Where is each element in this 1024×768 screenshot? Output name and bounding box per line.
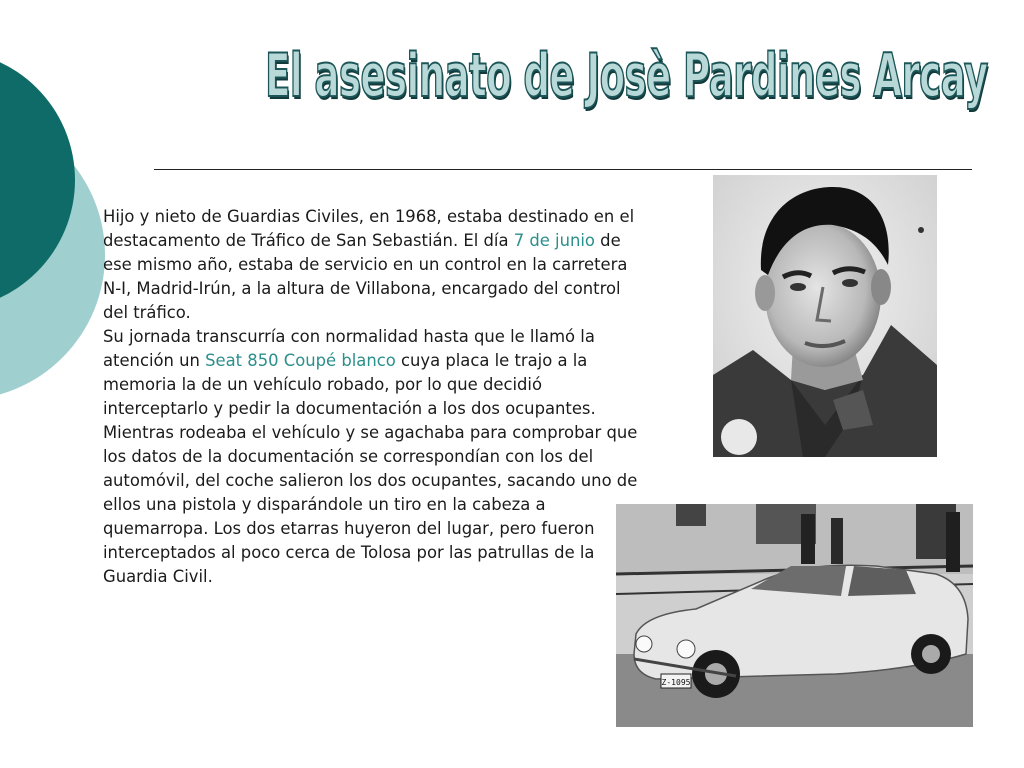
- car-plate: Z-1095: [661, 678, 691, 687]
- paragraph-1-text-a: Hijo y nieto de Guardias Civiles, en 1968, estaba destinado en el destacamento de Tráfico de San Sebastián. El día: [103, 207, 635, 250]
- paragraph-1: [103, 205, 643, 325]
- link-seat-850[interactable]: Seat 850 Coupé blanco: [205, 351, 396, 370]
- portrait-photo: [713, 175, 937, 457]
- decorative-circles: [0, 0, 120, 420]
- paragraph-1-text-b: de ese mismo año, estaba de servicio en un control en la carretera N-I, Madrid-Irún, a la altura de Villabona, encargado del control del tráfico.: [103, 231, 628, 322]
- link-7-de-junio[interactable]: 7 de junio: [513, 231, 595, 250]
- paragraph-3: Mientras rodeaba el vehículo y se agachaba para comprobar que los datos de la documentación se correspondían con los del automóvil, del coche salieron los dos ocupantes, sacando uno de ellos una pistola y disparándole un tiro en la cabeza a quemarropa. Los dos etarras huyeron del lugar, pero fueron interceptados al poco cerca de Tolosa por las patrullas de la Guardia Civil.: [103, 423, 638, 586]
- title-divider: [154, 169, 972, 170]
- body-text: [103, 205, 643, 589]
- car-photo: [616, 504, 973, 727]
- paragraph-2-text-a: Su jornada transcurría con normalidad hasta que le llamó la atención un: [103, 327, 595, 370]
- slide-title: El asesinato de Josè Pardines Arcay: [265, 41, 988, 111]
- paragraph-2: [103, 325, 643, 421]
- paragraph-2-text-b: cuya placa le trajo a la memoria la de un vehículo robado, por lo que decidió interceptarlo y pedir la documentación a los dos ocupantes.: [103, 351, 596, 418]
